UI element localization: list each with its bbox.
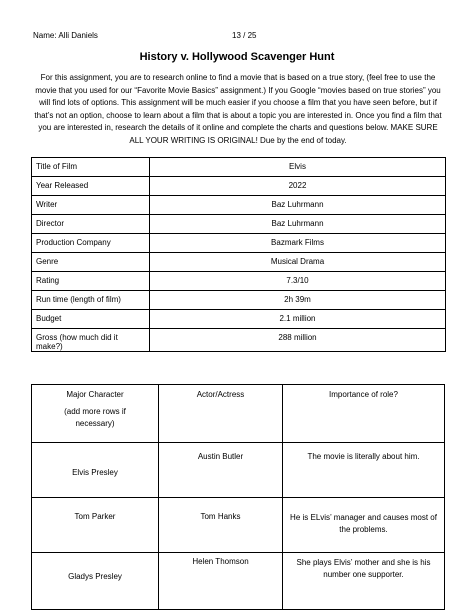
actor-name: Helen Thomson xyxy=(192,557,249,566)
table-row xyxy=(32,443,445,498)
field-value[interactable]: 2022 xyxy=(150,177,446,196)
actor-name: Tom Hanks xyxy=(200,512,241,521)
header-major-character-note: (add more rows if necessary) xyxy=(64,407,126,428)
table-row xyxy=(32,234,446,253)
table-row xyxy=(32,196,446,215)
field-label: Budget xyxy=(32,310,150,329)
character-cell[interactable] xyxy=(32,553,159,610)
film-details-table xyxy=(31,157,446,352)
table-row xyxy=(32,329,446,352)
student-name: Name: Alli Daniels xyxy=(33,31,98,40)
actor-cell[interactable] xyxy=(159,553,283,610)
table-row xyxy=(32,498,445,553)
importance-text: He is ELvis’ manager and causes most of the problems. xyxy=(290,513,437,534)
field-value[interactable]: 7.3/10 xyxy=(150,272,446,291)
actor-cell[interactable] xyxy=(159,498,283,553)
page-number: 13 / 25 xyxy=(232,31,257,40)
field-label: Writer xyxy=(32,196,150,215)
table-header-row xyxy=(32,385,445,443)
field-label: Run time (length of film) xyxy=(32,291,150,310)
header-major-character-label: Major Character xyxy=(66,390,124,399)
table-row xyxy=(32,158,446,177)
importance-cell[interactable] xyxy=(283,443,445,498)
field-value[interactable]: 288 million xyxy=(150,329,446,352)
header-major-character xyxy=(32,385,159,443)
character-name: Elvis Presley xyxy=(72,468,118,477)
field-value[interactable]: 2.1 million xyxy=(150,310,446,329)
table-row xyxy=(32,272,446,291)
table-row xyxy=(32,291,446,310)
field-label: Year Released xyxy=(32,177,150,196)
field-label: Gross (how much did it make?) xyxy=(32,329,150,352)
table-row xyxy=(32,310,446,329)
field-value[interactable]: Bazmark Films xyxy=(150,234,446,253)
table-row xyxy=(32,553,445,610)
actor-cell[interactable] xyxy=(159,443,283,498)
importance-text: The movie is literally about him. xyxy=(307,452,420,461)
instructions-paragraph: For this assignment, you are to research online to find a movie that is based on a true story, (feel free to use the movie that you used for our “Favorite Movie Basics” assignment.) If you Google “movies based on true stories” you will find lots of options. This assignment will be much easier if you choose a film that you have seen before, but if that’s not an option, choose to learn about a film that is about a topic you are interested in. Once you find a film that you are interested in, research the details of it online and complete the charts and questions below. MAKE SURE ALL YOUR WRITING IS ORIGINAL! Due by the end of today. xyxy=(34,73,442,145)
field-label: Production Company xyxy=(32,234,150,253)
document-title: History v. Hollywood Scavenger Hunt xyxy=(139,51,335,63)
field-label: Director xyxy=(32,215,150,234)
importance-cell[interactable] xyxy=(283,498,445,553)
field-value[interactable]: Elvis xyxy=(150,158,446,177)
table-row xyxy=(32,253,446,272)
table-row xyxy=(32,215,446,234)
field-label: Rating xyxy=(32,272,150,291)
importance-cell[interactable] xyxy=(283,553,445,610)
field-value[interactable]: Baz Luhrmann xyxy=(150,215,446,234)
actor-name: Austin Butler xyxy=(197,452,244,461)
character-cell[interactable] xyxy=(32,443,159,498)
field-value[interactable]: Baz Luhrmann xyxy=(150,196,446,215)
field-label: Title of Film xyxy=(32,158,150,177)
characters-table xyxy=(31,384,445,610)
field-value[interactable]: 2h 39m xyxy=(150,291,446,310)
table-row xyxy=(32,177,446,196)
field-value[interactable]: Musical Drama xyxy=(150,253,446,272)
header-actor: Actor/Actress xyxy=(159,385,283,443)
character-cell[interactable] xyxy=(32,498,159,553)
header-importance: Importance of role? xyxy=(283,385,445,443)
character-name: Gladys Presley xyxy=(68,572,122,581)
field-label: Genre xyxy=(32,253,150,272)
importance-text: She plays Elvis’ mother and she is his number one supporter. xyxy=(296,558,431,579)
character-name: Tom Parker xyxy=(74,512,116,521)
